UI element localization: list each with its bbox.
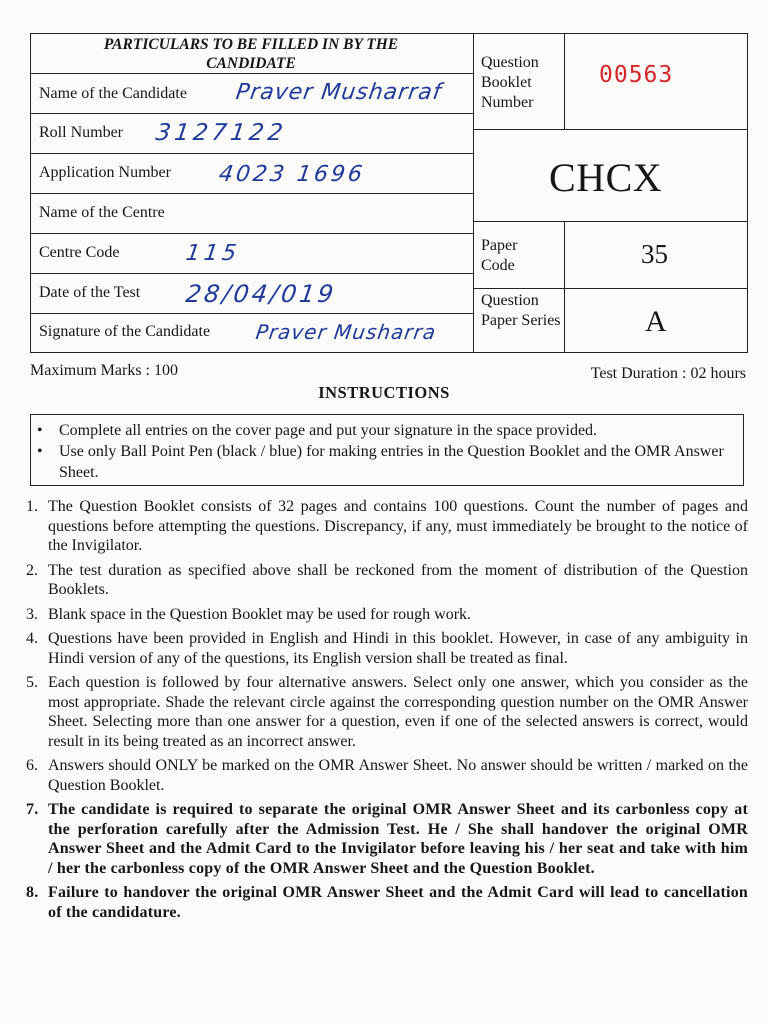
field-signature [31,314,474,352]
box-item-text: Complete all entries on the cover page and put your signature in the space provided. [59,422,598,439]
handwritten-value: 3127122 [154,120,289,146]
field-centre-code [31,234,474,274]
instructions-title: INSTRUCTIONS [318,383,450,402]
particulars-table [30,33,748,353]
instruction-number: 4. [26,630,38,647]
instruction-number: 2. [26,561,38,579]
maximum-marks: Maximum Marks : 100 [30,362,178,379]
instruction-text: The test duration as specified above shall be reckoned from the moment of distribution of the Question Booklets. [48,561,748,598]
bullet-icon: • [37,443,43,460]
candidate-particulars [31,34,474,352]
paper-series-cell [474,289,747,352]
field-label: Name of the Centre [39,204,165,221]
instruction-number: 8. [26,884,39,901]
booklet-info [474,34,747,352]
field-centre-name [31,194,474,234]
instruction-text: Each question is followed by four alternative answers. Select only one answer, which you consider as the most appropriate. Shade the relevant circle against the corresponding question number on the OMR Answer Sheet. Selecting more than one answer for a question, even if one of the selected answers is correct, would result in its being treated as an incorrect answer. [48,674,748,750]
instruction-list [26,497,748,922]
instruction-item [26,800,748,878]
instruction-item [26,673,748,751]
field-label: Name of the Candidate [39,85,187,102]
paper-code-label: Paper Code [481,237,518,274]
qb-number: 00563 [599,62,674,88]
instruction-item [26,756,748,795]
field-label: Date of the Test [39,284,141,301]
field-roll-number [31,114,474,154]
instruction-item [26,605,748,625]
candidate-signature: Praver Musharra [254,320,438,344]
instruction-item [26,629,748,668]
instruction-number: 1. [26,498,38,515]
field-label: Centre Code [39,244,120,261]
question-booklet-number-cell [474,34,747,130]
handwritten-value: 4023 1696 [217,162,367,187]
paper-series: A [645,305,667,338]
field-label: Signature of the Candidate [39,323,211,340]
particulars-header [31,34,474,74]
field-label: Roll Number [39,124,123,141]
booklet-code-cell [474,130,747,222]
box-item [37,420,737,441]
paper-code: 35 [641,239,668,269]
instruction-item [26,497,748,556]
particulars-title: PARTICULARS TO BE FILLED IN BY THE CANDIDATE [103,36,399,72]
field-application-number [31,154,474,194]
instruction-text: Failure to handover the original OMR Answer Sheet and the Admit Card will lead to cancellation of the candidature. [48,884,748,921]
instruction-text: Questions have been provided in English and Hindi in this booklet. However, in case of any ambiguity in Hindi version of any of the questions, its English version shall be treated as final. [48,630,748,667]
instruction-text: The Question Booklet consists of 32 pages and contains 100 questions. Count the number of pages and questions before attempting the questions. Discrepancy, if any, must immediately be brought to the notice of the Invigilator. [48,498,748,554]
instruction-number: 5. [26,674,38,691]
field-label: Application Number [39,164,171,181]
instruction-text: Answers should ONLY be marked on the OMR Answer Sheet. No answer should be written / marked on the Question Booklet. [48,757,748,794]
instructions-box [30,414,744,486]
paper-series-label: Question Paper Series [481,292,561,329]
instruction-item [26,883,748,922]
box-item-text: Use only Ball Point Pen (black / blue) for making entries in the Question Booklet and the OMR Answer Sheet. [59,443,724,481]
instruction-text: Blank space in the Question Booklet may be used for rough work. [48,605,472,623]
instruction-text: The candidate is required to separate the original OMR Answer Sheet and its carbonless copy at the perforation carefully after the Admission Test. He / She shall handover the original OMR Answer Sheet and the Admit Card to the Invigilator before leaving his / her seat and take with him / her the carbonless copy of the OMR Answer Sheet and the Question Booklet. [48,801,748,877]
test-duration: Test Duration : 02 hours [590,365,746,382]
instruction-item [26,561,748,600]
paper-code-cell [474,222,747,289]
instruction-number: 3. [26,605,38,623]
qb-number-label: Question Booklet Number [481,54,539,111]
handwritten-value: Praver Musharraf [234,80,444,105]
handwritten-value: 28/04/019 [184,280,339,308]
bullet-icon: • [37,422,43,439]
instruction-number: 7. [26,801,39,818]
handwritten-value: 115 [184,241,242,266]
field-test-date [31,274,474,314]
instruction-number: 6. [26,757,38,774]
box-item [37,441,737,483]
booklet-code: CHCX [549,155,663,200]
field-candidate-name [31,74,474,114]
